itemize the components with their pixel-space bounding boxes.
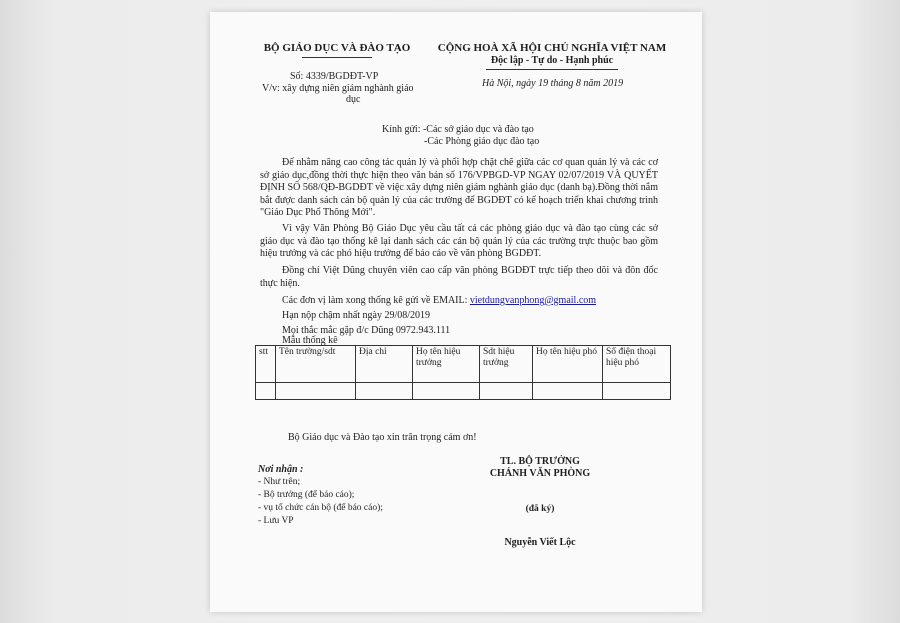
ministry-name: BỘ GIÁO DỤC VÀ ĐÀO TẠO xyxy=(263,42,411,54)
recipients-line-2: -Các Phòng giáo dục đào tạo xyxy=(424,136,540,147)
table-cell xyxy=(256,383,276,400)
thanks-line: Bộ Giáo dục và Đào tạo xin trân trọng cảm ơn! xyxy=(288,432,477,443)
subject-line-1: V/v: xây dựng niên giám nghành giáo xyxy=(262,83,414,94)
body-paragraph-2: Vì vậy Văn Phòng Bộ Giáo Dục yêu cầu tất cả các phòng giáo dục và đào tạo cùng các sở giáo dục và đào tạo thống kê lại danh sách các cán bộ quản lý của các trường trực thuộc bao gồm hiệu trưởng và các phó hiệu trưởng để báo cáo về văn phòng BGDĐT. xyxy=(260,223,658,259)
document-number: Số: 4339/BGDĐT-VP xyxy=(290,71,379,82)
receivers-title: Nơi nhận : xyxy=(258,464,304,475)
table-header-cell: Tên trường/sdt xyxy=(276,346,356,383)
body-paragraph-3: Đồng chí Việt Dũng chuyên viên cao cấp văn phòng BGDĐT trực tiếp theo dõi và đôn đốc thực hiện. xyxy=(260,265,658,289)
date-place: Hà Nội, ngày 19 tháng 8 năm 2019 xyxy=(482,78,624,89)
country-motto: Độc lập - Tự do - Hạnh phúc xyxy=(490,55,614,66)
body-paragraph-1: Để nhằm nâng cao công tác quản lý và phối hợp chặt chẽ giữa các cơ quan quản lý và các cơ sở giáo dục,đồng thời thực hiện theo văn bản số 176/VPBGD-VP NGAY 02/07/2019 VÀ QUYẾT ĐỊNH SỐ 568/QĐ-BGDĐT về việc xây dựng niên giám nghành giáo dục (danh bạ).Đồng thời nắm bắt được danh sách cán bộ quản lý của các trường để BGDĐT có kế hoạch triển khai chương trình "Giáo Dục Phổ Thông Mới". xyxy=(260,157,658,218)
table-cell xyxy=(480,383,533,400)
receiver-item: - Bộ trưởng (để báo cáo); xyxy=(258,490,355,500)
recipients-line-1: Kính gửi: -Các sở giáo dục và đào tạo xyxy=(382,124,534,135)
ministry-underline xyxy=(302,57,372,58)
statistics-table xyxy=(255,345,671,400)
document-page xyxy=(210,12,702,612)
table-header-row xyxy=(256,346,671,383)
table-cell xyxy=(276,383,356,400)
table-cell xyxy=(603,383,671,400)
table-row xyxy=(256,383,671,400)
table-cell xyxy=(413,383,480,400)
receiver-item: - Lưu VP xyxy=(258,516,294,526)
signature-title-1: TL. BỘ TRƯỞNG xyxy=(500,456,580,467)
table-cell xyxy=(356,383,413,400)
receiver-item: - Như trên; xyxy=(258,477,301,487)
email-line-prefix: Các đơn vị làm xong thống kê gửi về EMAIL: xyxy=(282,295,470,306)
subject-line-2: dục xyxy=(346,94,361,105)
signature-title-2: CHÁNH VĂN PHÒNG xyxy=(489,468,591,479)
table-header-cell: Sdt hiệu trưởng xyxy=(480,346,533,383)
signed-note: (đã ký) xyxy=(525,504,555,514)
table-cell xyxy=(533,383,603,400)
table-header-cell: Họ tên hiệu trưởng xyxy=(413,346,480,383)
table-header-cell: stt xyxy=(256,346,276,383)
table-header-cell: Họ tên hiệu phó xyxy=(533,346,603,383)
receiver-item: - vụ tổ chức cán bộ (để báo cáo); xyxy=(258,503,383,513)
deadline-line: Hạn nộp chậm nhất ngày 29/08/2019 xyxy=(282,310,431,321)
motto-underline xyxy=(486,69,618,70)
table-header-cell: Địa chỉ xyxy=(356,346,413,383)
table-header-cell: Số điện thoại hiệu phó xyxy=(603,346,671,383)
country-name: CỘNG HOÀ XÃ HỘI CHỦ NGHĨA VIỆT NAM xyxy=(437,42,667,54)
signer-name: Nguyễn Viết Lộc xyxy=(504,537,576,548)
email-link[interactable]: vietdungvanphong@gmail.com xyxy=(469,295,597,306)
form-label: Mẫu thống kê xyxy=(282,335,338,346)
contact-line: Mọi thắc mắc gặp đ/c Dũng 0972.943.111 xyxy=(282,325,451,336)
email-line xyxy=(282,295,596,306)
